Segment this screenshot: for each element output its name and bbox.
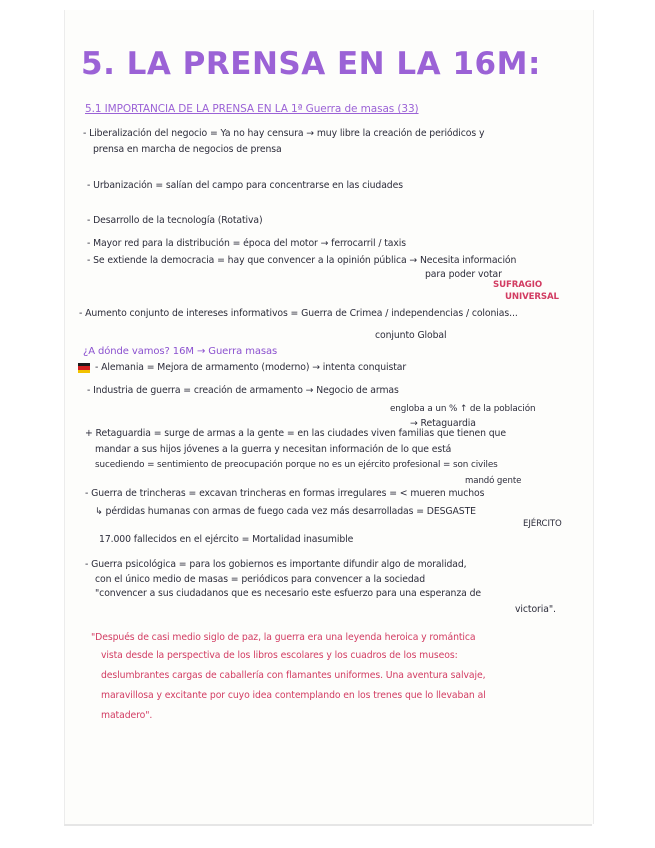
quote-line-3: deslumbrantes cargas de caballería con flamantes uniformes. Una aventura salvaje, (101, 670, 486, 681)
note-industria-cont: engloba a un % ↑ de la población (390, 404, 536, 414)
note-retaguardia: + Retaguardia = surge de armas a la gente = en las ciudades viven familias que tienen que (85, 428, 506, 439)
page-title: 5. LA PRENSA EN LA 16M: (81, 46, 541, 82)
note-desgaste: EJÉRCITO (523, 519, 562, 529)
note-guerra-psicologica-cont: con el único medio de masas = periódicos para convencer a la sociedad (95, 574, 426, 585)
question-line: ¿A dónde vamos? 16M → Guerra masas (83, 346, 278, 357)
note-intereses: - Aumento conjunto de intereses informativos = Guerra de Crimea / independencias / colonias... (79, 308, 518, 319)
note-urbanizacion: - Urbanización = salían del campo para concentrarse en las ciudades (87, 180, 403, 191)
note-retaguardia-arrow: → Retaguardia (410, 418, 476, 429)
quote-line-2: vista desde la perspectiva de los libros escolares y los cuadros de los museos: (101, 650, 458, 661)
note-guerra-psicologica-quote: "convencer a sus ciudadanos que es necesario este esfuerzo para una esperanza de (95, 588, 481, 599)
note-intereses-cont: conjunto Global (375, 330, 447, 341)
universal-label: UNIVERSAL (505, 292, 559, 302)
note-liberalizacion-cont: prensa en marcha de negocios de prensa (93, 144, 282, 155)
note-guerra-psicologica-end: victoria". (515, 604, 556, 615)
page-bottom-edge (64, 824, 592, 826)
note-industria-guerra: - Industria de guerra = creación de armamento → Negocio de armas (87, 385, 399, 396)
note-trincheras-cont: ↳ pérdidas humanas con armas de fuego cada vez más desarrolladas = DESGASTE (95, 506, 476, 517)
note-retaguardia-cont2: sucediendo = sentimiento de preocupación porque no es un ejército profesional = son civiles (95, 460, 498, 470)
note-tecnologia: - Desarrollo de la tecnología (Rotativa) (87, 215, 263, 226)
germany-flag-icon (78, 363, 90, 373)
quote-line-1: "Después de casi medio siglo de paz, la guerra era una leyenda heroica y romántica (91, 632, 476, 643)
note-trincheras-pre: mandó gente (465, 476, 522, 486)
note-retaguardia-cont1: mandar a sus hijos jóvenes a la guerra y necesitan información de lo que está (95, 444, 452, 455)
note-liberalizacion: - Liberalización del negocio = Ya no hay censura → muy libre la creación de periódicos y (83, 128, 485, 139)
note-democracia-cont: para poder votar (425, 269, 502, 280)
note-democracia: - Se extiende la democracia = hay que convencer a la opinión pública → Necesita información (87, 255, 517, 266)
section-subtitle: 5.1 IMPORTANCIA DE LA PRENSA EN LA 1ª Guerra de masas (33) (85, 103, 419, 115)
note-fallecidos: 17.000 fallecidos en el ejército = Mortalidad inasumible (99, 534, 354, 545)
quote-line-4: maravillosa y excitante por cuyo idea contemplando en los trenes que lo llevaban al (101, 690, 486, 701)
note-trincheras: - Guerra de trincheras = excavan trincheras en formas irregulares = < mueren muchos (85, 488, 485, 499)
quote-line-5: matadero". (101, 710, 153, 721)
note-guerra-psicologica: - Guerra psicológica = para los gobiernos es importante difundir algo de moralidad, (85, 559, 467, 570)
note-alemania: - Alemania = Mejora de armamento (moderno) → intenta conquistar (95, 362, 407, 373)
note-distribucion: - Mayor red para la distribución = época del motor → ferrocarril / taxis (87, 238, 407, 249)
notebook-page (64, 10, 594, 824)
sufragio-label: SUFRAGIO (493, 280, 543, 290)
